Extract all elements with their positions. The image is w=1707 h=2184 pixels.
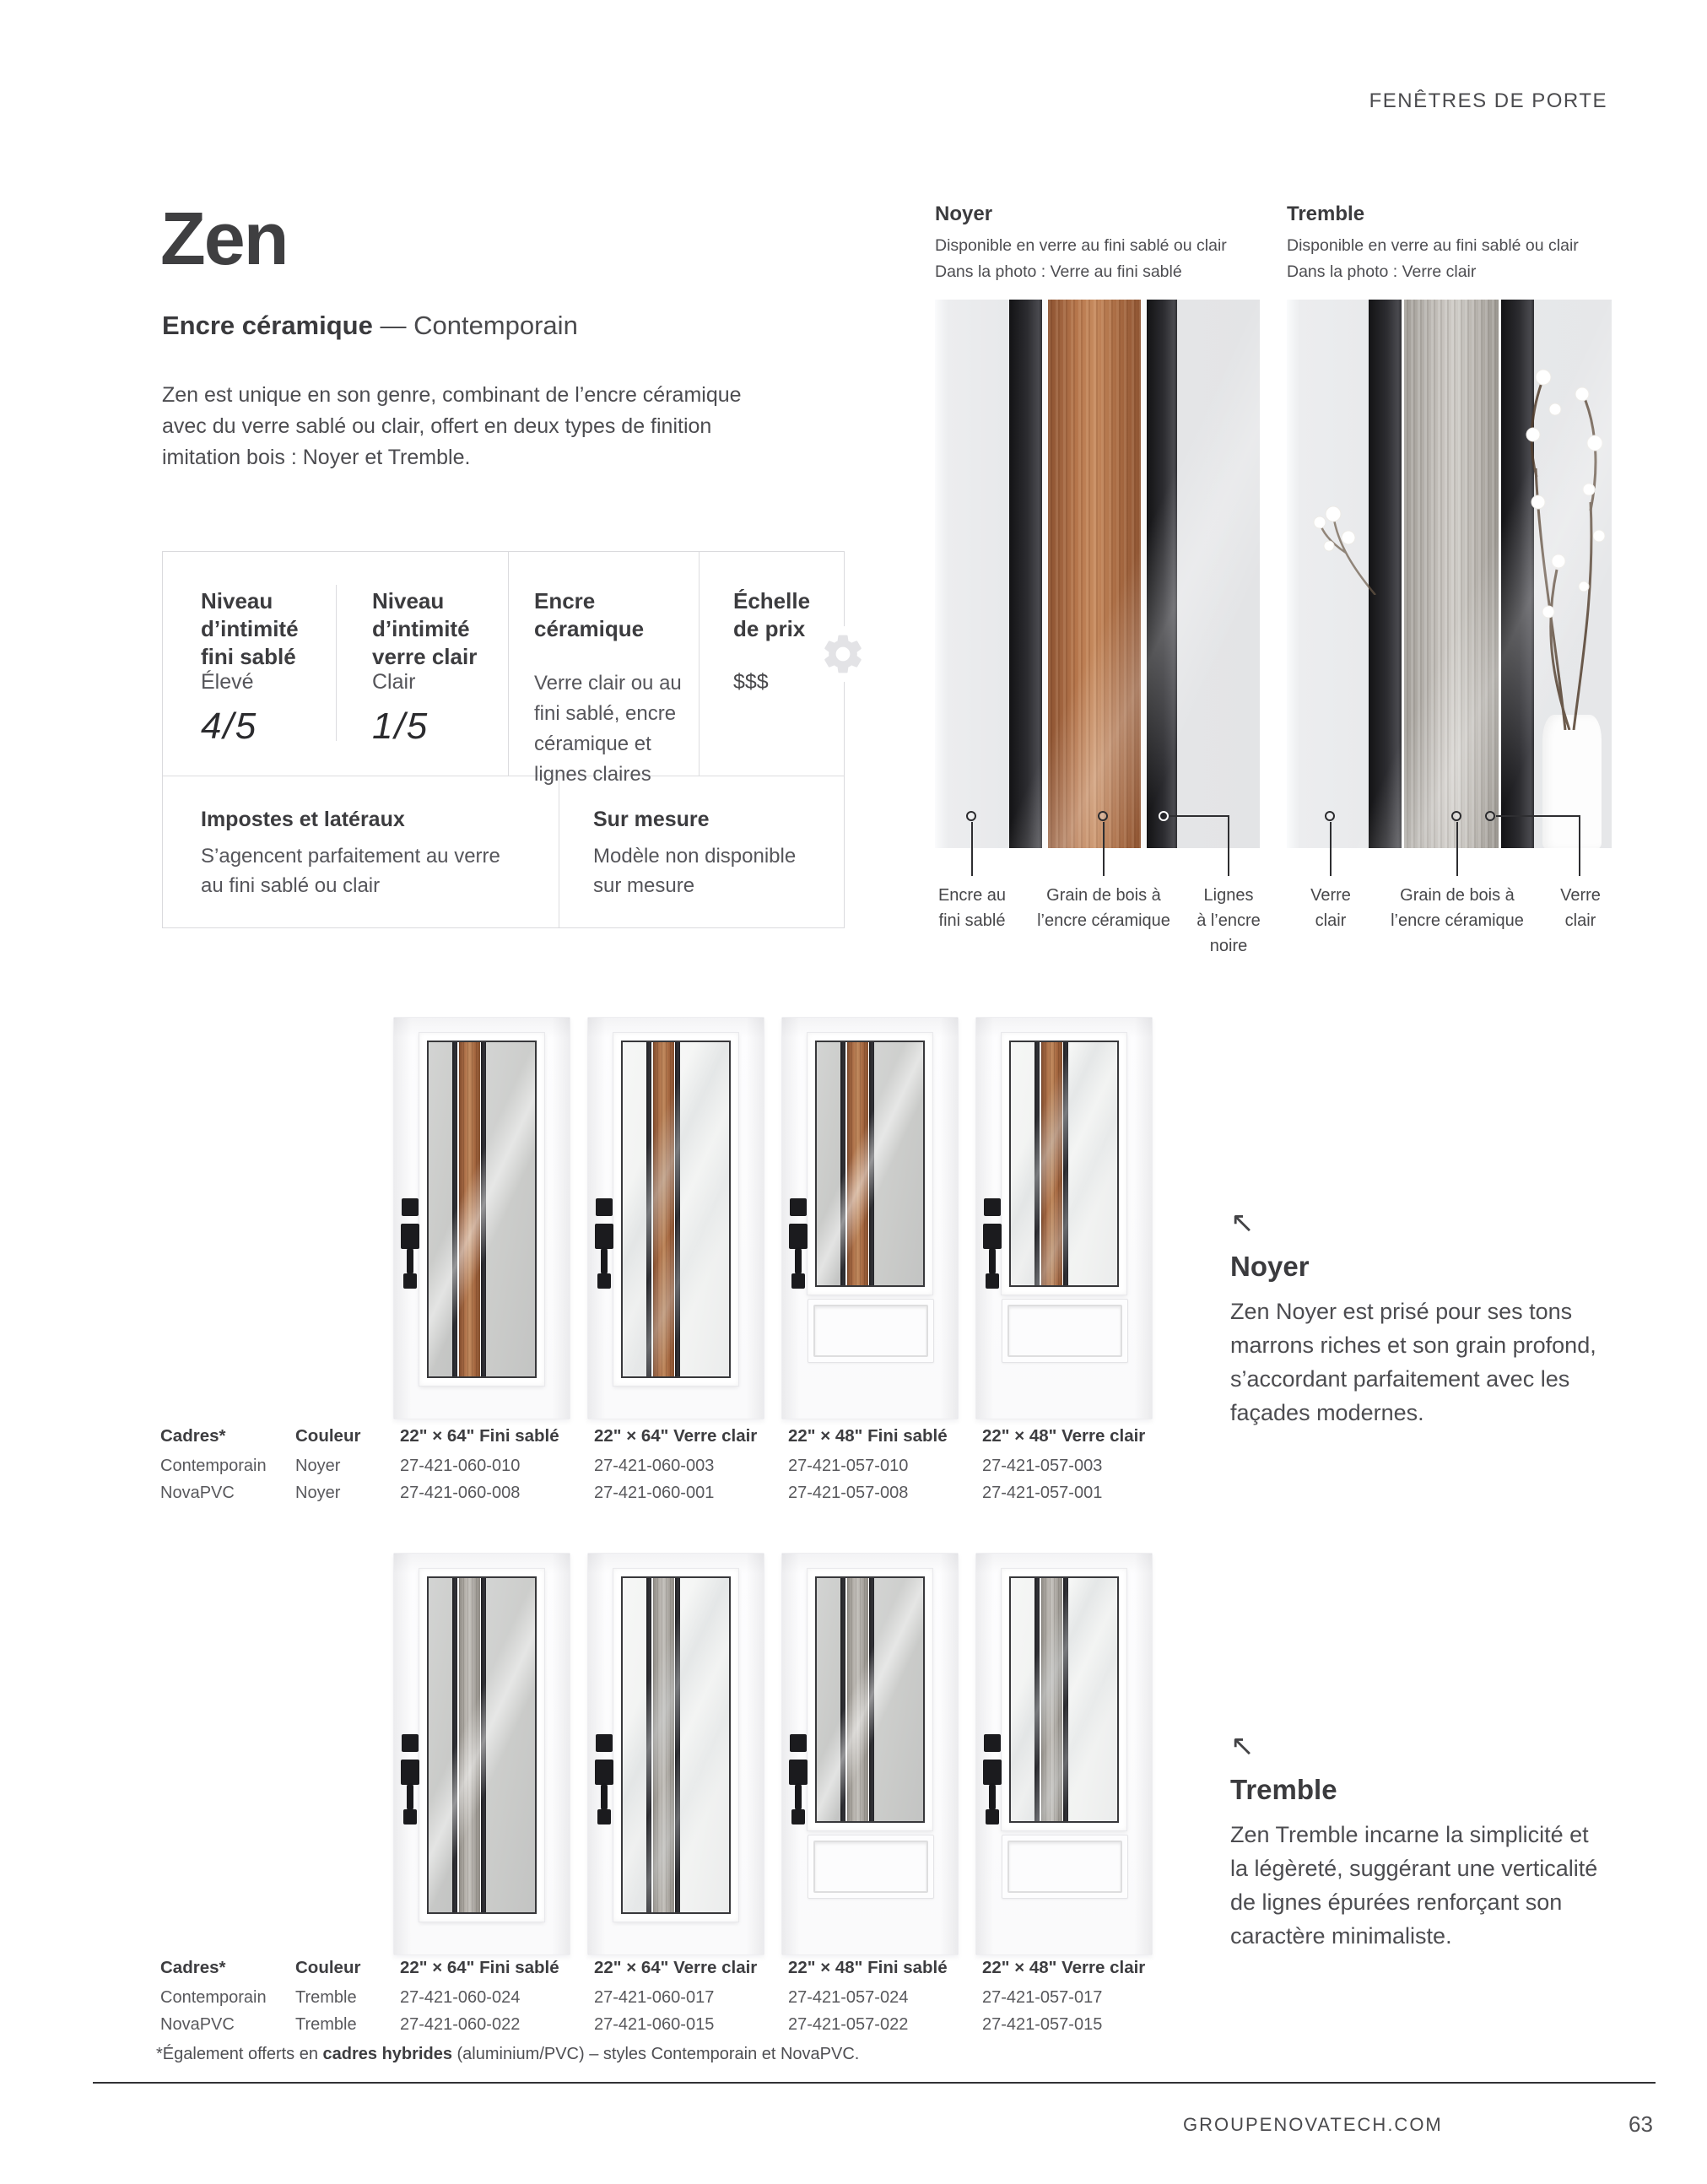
door-bottom-panel bbox=[808, 1835, 934, 1899]
glass-frame bbox=[808, 1033, 932, 1295]
glass-pane bbox=[1011, 1042, 1034, 1285]
catalog-cell: 27-421-060-003 bbox=[594, 1457, 715, 1475]
handle-bar bbox=[795, 1247, 802, 1275]
catalog-data-row bbox=[160, 1484, 1342, 1511]
catalog-header-cell: Couleur bbox=[295, 1426, 361, 1446]
catalog-cell: 27-421-057-024 bbox=[788, 1988, 909, 2007]
callout-line bbox=[1170, 815, 1229, 817]
door-noyer-48-sable bbox=[781, 1017, 959, 1419]
handle-plate bbox=[401, 1224, 419, 1249]
callout-line bbox=[1330, 822, 1332, 876]
door-bottom-panel bbox=[808, 1299, 934, 1363]
wood-grain-stripe bbox=[1048, 300, 1141, 848]
callout-line bbox=[1228, 815, 1229, 876]
callout-label-grain-noyer: Grain de bois à l’encre céramique bbox=[1037, 886, 1170, 930]
handle-plate bbox=[401, 1760, 419, 1785]
catalog-footnote: *Également offerts en cadres hybrides (aluminium/PVC) – styles Contemporain et NovaPVC. bbox=[156, 2045, 860, 2063]
catalog-data-row bbox=[160, 1988, 1342, 2015]
catalog-cell: 27-421-057-008 bbox=[788, 1484, 909, 1502]
caption-tremble-lines: Disponible en verre au fini sablé ou clair Dans la photo : Verre clair bbox=[1287, 236, 1579, 281]
catalog-table-tremble bbox=[160, 1958, 1342, 2042]
catalog-header-cell: Cadres* bbox=[160, 1426, 226, 1446]
door-tremble-64-sable bbox=[393, 1553, 570, 1955]
glass-frame bbox=[808, 1569, 932, 1830]
door-bottom-panel bbox=[1002, 1835, 1128, 1899]
catalog-cell: 27-421-057-010 bbox=[788, 1457, 909, 1475]
catalog-cell: 27-421-060-017 bbox=[594, 1988, 715, 2007]
photo-tremble bbox=[1287, 300, 1612, 848]
catalog-cell: 27-421-060-010 bbox=[400, 1457, 521, 1475]
blossom-branches bbox=[1456, 308, 1612, 730]
door-glass bbox=[1009, 1576, 1119, 1823]
catalog-cell: NovaPVC bbox=[160, 1484, 235, 1502]
catalog-header-cell: Cadres* bbox=[160, 1958, 226, 1977]
page-title: Zen bbox=[160, 197, 288, 280]
handle-bar bbox=[601, 1247, 608, 1275]
ink-line bbox=[646, 1578, 651, 1912]
glass-pane bbox=[1068, 1578, 1117, 1821]
handle-bar bbox=[989, 1783, 996, 1811]
spec-privacy-clear-title: Niveau d’intimité verre clair bbox=[372, 588, 478, 669]
divider bbox=[508, 552, 509, 776]
handle-bar bbox=[795, 1783, 802, 1811]
caption-noyer bbox=[935, 203, 1289, 285]
spec-privacy-sanded-title: Niveau d’intimité fini sablé bbox=[201, 588, 299, 669]
wood-grain-stripe bbox=[459, 1578, 479, 1912]
glass-pane bbox=[1011, 1578, 1034, 1821]
description-noyer-title: Noyer bbox=[1230, 1251, 1310, 1282]
handle-knob bbox=[597, 1809, 611, 1825]
handle-bar bbox=[407, 1247, 413, 1275]
clear-line bbox=[1402, 300, 1404, 848]
catalog-cell: Noyer bbox=[295, 1484, 341, 1502]
arrow-up-left-icon: ↖ bbox=[1230, 1730, 1255, 1762]
sidelites-title: Impostes et latéraux bbox=[201, 808, 405, 831]
glass-frame bbox=[1002, 1033, 1126, 1295]
catalog-cell: 27-421-060-001 bbox=[594, 1484, 715, 1502]
description-tremble bbox=[1230, 1732, 1703, 1953]
wood-grain-stripe bbox=[1041, 1042, 1061, 1285]
ink-line bbox=[452, 1578, 457, 1912]
callout-dot bbox=[966, 811, 976, 821]
wood-grain-stripe bbox=[847, 1042, 867, 1285]
ink-line-right bbox=[1147, 300, 1177, 848]
handle-knob bbox=[791, 1273, 805, 1289]
wood-grain-stripe bbox=[653, 1578, 673, 1912]
deadbolt bbox=[596, 1198, 613, 1216]
door-glass bbox=[427, 1041, 537, 1378]
handle-bar bbox=[601, 1783, 608, 1811]
callout-line bbox=[1103, 822, 1105, 876]
description-tremble-title: Tremble bbox=[1230, 1774, 1337, 1805]
wood-grain-stripe bbox=[459, 1042, 479, 1376]
footer-site: GROUPENOVATECH.COM bbox=[1183, 2114, 1443, 2135]
callout-line bbox=[971, 822, 973, 876]
spec-privacy-clear-level: Clair bbox=[372, 670, 416, 694]
callout-dot bbox=[1325, 811, 1335, 821]
custom-desc: Modèle non disponible sur mesure bbox=[593, 845, 797, 897]
clear-line bbox=[1499, 300, 1501, 848]
glass-pane bbox=[680, 1042, 729, 1376]
handle-knob bbox=[986, 1809, 999, 1825]
door-glass bbox=[815, 1576, 925, 1823]
handle-bar bbox=[989, 1247, 996, 1275]
glass-frame bbox=[613, 1033, 738, 1386]
caption-noyer-lines: Disponible en verre au fini sablé ou clair Dans la photo : Verre au fini sablé bbox=[935, 236, 1227, 281]
catalog-header-cell: 22" × 64" Fini sablé bbox=[400, 1958, 559, 1977]
custom-title: Sur mesure bbox=[593, 808, 710, 831]
footer-rule bbox=[93, 2082, 1656, 2084]
spec-ceramic-title: Encre céramique bbox=[534, 588, 645, 641]
callout-dot bbox=[1159, 811, 1169, 821]
handle-plate bbox=[595, 1224, 613, 1249]
clear-line bbox=[1042, 300, 1048, 848]
glass-frame bbox=[419, 1569, 544, 1922]
catalog-header-cell: 22" × 64" Verre clair bbox=[594, 1426, 758, 1446]
ink-line-left bbox=[1369, 300, 1402, 848]
ink-line bbox=[646, 1042, 651, 1376]
description-noyer bbox=[1230, 1208, 1703, 1430]
handle-plate bbox=[983, 1760, 1002, 1785]
catalog-header-cell: 22" × 48" Verre clair bbox=[982, 1958, 1146, 1977]
glass-pane bbox=[817, 1578, 840, 1821]
ink-line bbox=[840, 1578, 845, 1821]
arrow-up-left-icon: ↖ bbox=[1230, 1207, 1255, 1239]
door-tremble-48-clair bbox=[975, 1553, 1153, 1955]
catalog-cell: Contemporain bbox=[160, 1457, 267, 1475]
door-bottom-panel bbox=[1002, 1299, 1128, 1363]
handle-bar bbox=[407, 1783, 413, 1811]
deadbolt bbox=[402, 1198, 419, 1216]
caption-tremble-name: Tremble bbox=[1287, 203, 1365, 225]
callout-label-grain-tremble: Grain de bois à l’encre céramique bbox=[1391, 886, 1524, 930]
spec-ceramic-desc: Verre clair ou au fini sablé, encre céramique et lignes claires bbox=[534, 672, 682, 786]
callout-line bbox=[1456, 822, 1458, 876]
ink-line bbox=[1034, 1042, 1040, 1285]
handle-knob bbox=[597, 1273, 611, 1289]
photo-noyer bbox=[935, 300, 1260, 848]
product-subtitle bbox=[162, 311, 578, 341]
callout-dot bbox=[1485, 811, 1495, 821]
door-glass bbox=[1009, 1041, 1119, 1287]
glass-frame bbox=[613, 1569, 738, 1922]
catalog-table-noyer bbox=[160, 1426, 1342, 1511]
divider bbox=[699, 552, 700, 776]
spec-price-value: $$$ bbox=[733, 670, 769, 694]
door-glass bbox=[815, 1041, 925, 1287]
divider bbox=[336, 585, 337, 741]
page-number: 63 bbox=[1629, 2111, 1653, 2137]
deadbolt bbox=[596, 1734, 613, 1752]
catalog-cell: 27-421-057-015 bbox=[982, 2015, 1103, 2034]
ink-line-left bbox=[1009, 300, 1042, 848]
catalog-cell: NovaPVC bbox=[160, 2015, 235, 2034]
wood-grain-stripe bbox=[653, 1042, 673, 1376]
catalog-header-cell: 22" × 48" Fini sablé bbox=[788, 1426, 948, 1446]
catalog-cell: Contemporain bbox=[160, 1988, 267, 2007]
product-intro: Zen est unique en son genre, combinant de l’encre céramique avec du verre sablé ou clair, offert en deux types de finition imitation bois : Noyer et Tremble. bbox=[162, 383, 742, 469]
callout-label-lignes-noires: Lignes à l’encre noire bbox=[1197, 886, 1261, 955]
spec-price-title: Échelle de prix bbox=[733, 588, 811, 641]
handle-plate bbox=[595, 1760, 613, 1785]
ink-line bbox=[1034, 1578, 1040, 1821]
door-glass bbox=[621, 1576, 731, 1914]
callout-line bbox=[1496, 815, 1580, 817]
catalog-cell: Tremble bbox=[295, 2015, 357, 2034]
glass-pane bbox=[486, 1578, 535, 1912]
catalog-cell: Noyer bbox=[295, 1457, 341, 1475]
vase bbox=[1542, 715, 1602, 848]
product-family: Encre céramique bbox=[162, 311, 373, 340]
description-tremble-text: Zen Tremble incarne la simplicité et la légèreté, suggérant une verticalité de lignes épurées renforçant son caractère minimaliste. bbox=[1230, 1822, 1598, 1949]
glass-pane bbox=[429, 1578, 452, 1912]
catalog-cell: 27-421-057-017 bbox=[982, 1988, 1103, 2007]
ink-line bbox=[452, 1042, 457, 1376]
door-tremble-64-clair bbox=[587, 1553, 764, 1955]
door-noyer-64-clair bbox=[587, 1017, 764, 1419]
handle-knob bbox=[986, 1273, 999, 1289]
wood-grain-stripe bbox=[847, 1578, 867, 1821]
glass-pane bbox=[874, 1042, 923, 1285]
catalog-header-cell: Couleur bbox=[295, 1958, 361, 1977]
caption-tremble bbox=[1287, 203, 1641, 285]
door-glass bbox=[621, 1041, 731, 1378]
deadbolt bbox=[984, 1734, 1001, 1752]
catalog-cell: 27-421-060-008 bbox=[400, 1484, 521, 1502]
catalog-cell: 27-421-057-003 bbox=[982, 1457, 1103, 1475]
door-noyer-48-clair bbox=[975, 1017, 1153, 1419]
catalog-cell: 27-421-060-022 bbox=[400, 2015, 521, 2034]
description-noyer-text: Zen Noyer est prisé pour ses tons marrons riches et son grain profond, s’accordant parfaitement avec les façades modernes. bbox=[1230, 1299, 1596, 1425]
door-glass bbox=[427, 1576, 537, 1914]
blossom-decor bbox=[1308, 494, 1384, 595]
caption-noyer-name: Noyer bbox=[935, 203, 993, 225]
callout-label-verre-clair-right: Verre clair bbox=[1560, 886, 1601, 930]
wood-grain-stripe bbox=[1041, 1578, 1061, 1821]
clear-line bbox=[1141, 300, 1147, 848]
glass-frame bbox=[419, 1033, 544, 1386]
spec-box bbox=[162, 551, 845, 928]
page-header: FENÊTRES DE PORTE bbox=[1369, 89, 1607, 112]
catalog-data-row bbox=[160, 1457, 1342, 1484]
deadbolt bbox=[790, 1734, 807, 1752]
spec-privacy-sanded-score: 4/5 bbox=[201, 705, 258, 747]
ink-line-right bbox=[1501, 300, 1534, 848]
ink-line bbox=[840, 1042, 845, 1285]
catalog-cell: 27-421-057-022 bbox=[788, 2015, 909, 2034]
callout-dot bbox=[1451, 811, 1461, 821]
catalog-header-row bbox=[160, 1958, 1342, 1988]
glass-pane bbox=[680, 1578, 729, 1912]
glass-pane bbox=[1068, 1042, 1117, 1285]
callout-dot bbox=[1098, 811, 1108, 821]
catalog-data-row bbox=[160, 2015, 1342, 2042]
callout-label-encre-sable: Encre au fini sablé bbox=[937, 886, 1007, 930]
glass-pane bbox=[874, 1578, 923, 1821]
spec-privacy-clear-score: 1/5 bbox=[372, 705, 429, 747]
glass-pane bbox=[429, 1042, 452, 1376]
glass-pane bbox=[817, 1042, 840, 1285]
catalog-cell: Tremble bbox=[295, 1988, 357, 2007]
handle-plate bbox=[789, 1760, 808, 1785]
door-noyer-64-sable bbox=[393, 1017, 570, 1419]
catalog-header-row bbox=[160, 1426, 1342, 1457]
gear-icon bbox=[819, 630, 867, 678]
wood-grain-stripe bbox=[1404, 300, 1499, 848]
catalog-header-cell: 22" × 48" Verre clair bbox=[982, 1426, 1146, 1446]
catalog-header-cell: 22" × 48" Fini sablé bbox=[788, 1958, 948, 1977]
glass-pane bbox=[623, 1578, 646, 1912]
deadbolt bbox=[790, 1198, 807, 1216]
door-tremble-48-sable bbox=[781, 1553, 959, 1955]
glass-pane bbox=[486, 1042, 535, 1376]
sidelites-desc: S’agencent parfaitement au verre au fini sablé ou clair bbox=[201, 845, 500, 897]
catalog-cell: 27-421-057-001 bbox=[982, 1484, 1103, 1502]
glass-pane bbox=[623, 1042, 646, 1376]
glass-frame bbox=[1002, 1569, 1126, 1830]
handle-plate bbox=[983, 1224, 1002, 1249]
handle-knob bbox=[791, 1809, 805, 1825]
catalog-cell: 27-421-060-024 bbox=[400, 1988, 521, 2007]
catalog-header-cell: 22" × 64" Verre clair bbox=[594, 1958, 758, 1977]
catalog-cell: 27-421-060-015 bbox=[594, 2015, 715, 2034]
spec-privacy-sanded-level: Élevé bbox=[201, 670, 254, 694]
product-style: — Contemporain bbox=[372, 311, 578, 340]
deadbolt bbox=[402, 1734, 419, 1752]
catalog-header-cell: 22" × 64" Fini sablé bbox=[400, 1426, 559, 1446]
handle-knob bbox=[403, 1809, 417, 1825]
callout-label-verre-clair-left: Verre clair bbox=[1310, 886, 1351, 930]
callout-line bbox=[1579, 815, 1580, 876]
handle-knob bbox=[403, 1273, 417, 1289]
handle-plate bbox=[789, 1224, 808, 1249]
deadbolt bbox=[984, 1198, 1001, 1216]
branch-decor bbox=[1015, 333, 1142, 823]
